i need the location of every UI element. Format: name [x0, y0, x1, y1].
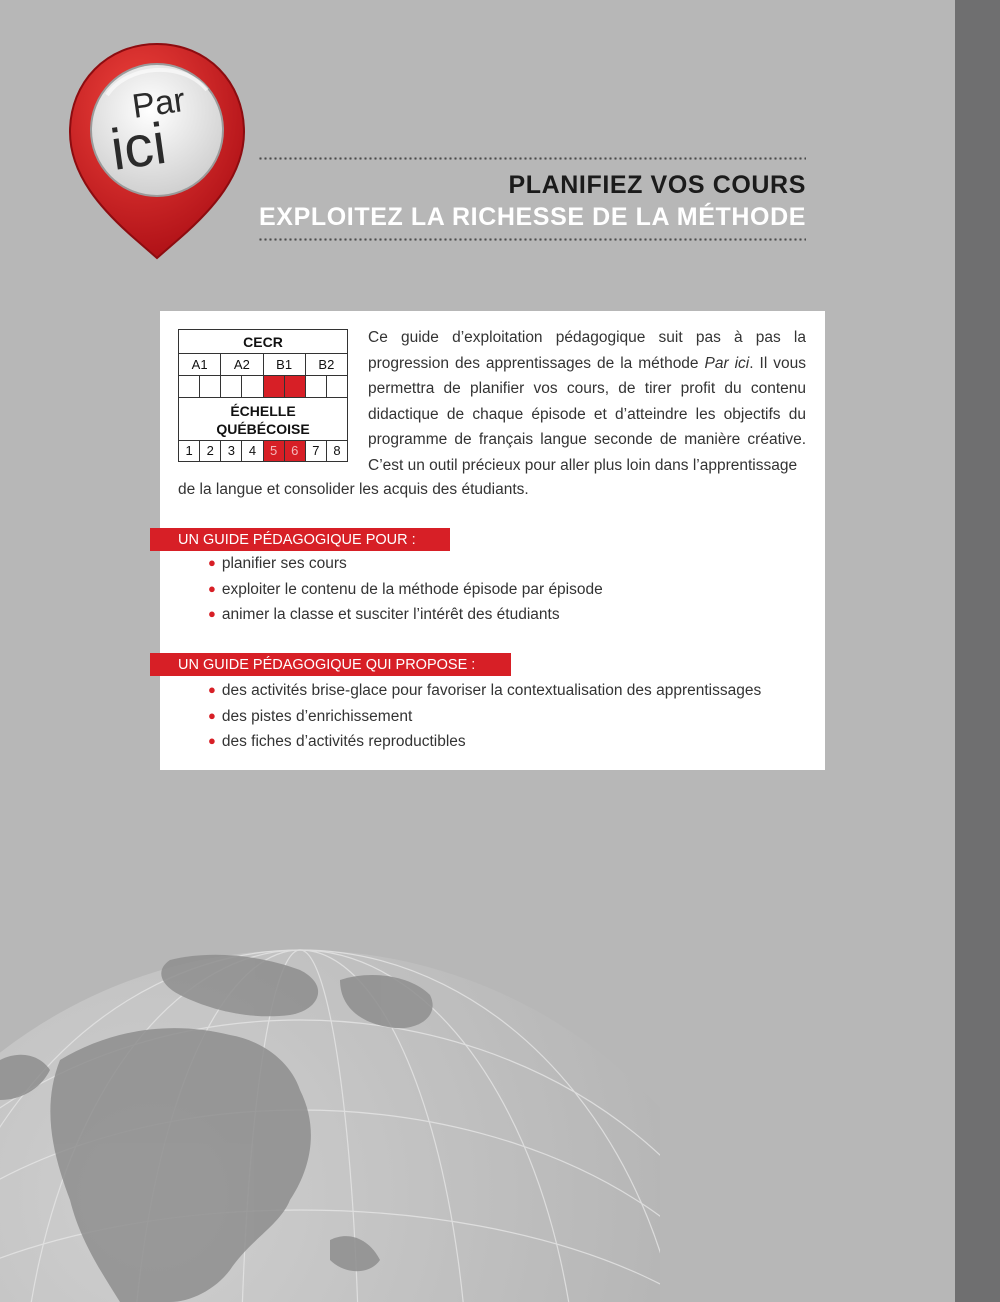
echelle-level: 2 [200, 441, 221, 461]
intro-text-title: Par ici [704, 354, 750, 372]
bullet-icon: ● [208, 733, 216, 748]
cecr-heading: CECR [179, 330, 347, 354]
section-list-pour [208, 551, 603, 628]
echelle-level: 1 [179, 441, 200, 461]
bullet-icon: ● [208, 555, 216, 570]
echelle-level: 7 [306, 441, 327, 461]
cecr-level: A1 [179, 354, 221, 375]
list-item: ● animer la classe et susciter l’intérêt des étudiants [208, 606, 560, 623]
content-card [160, 311, 825, 770]
intro-paragraph [368, 325, 806, 478]
sublevel-cell [327, 376, 347, 397]
intro-text-start: Ce guide d’exploitation pédagogique suit pas à pas la progression des apprentissages de la méthode [368, 329, 806, 372]
echelle-level: 8 [333, 443, 341, 458]
sublevel-cell [200, 376, 221, 397]
sublevel-cell-highlighted [264, 376, 285, 397]
sublevel-cell [221, 376, 242, 397]
cecr-level: B2 [318, 357, 335, 372]
echelle-heading-line2: QUÉBÉCOISE [216, 421, 310, 437]
echelle-levels-row [179, 441, 347, 461]
list-item: ● exploiter le contenu de la méthode épisode par épisode [208, 580, 603, 598]
dotted-rule-top [258, 157, 806, 160]
section-heading-propose: UN GUIDE PÉDAGOGIQUE QUI PROPOSE : [150, 653, 511, 676]
bullet-icon: ● [208, 707, 216, 723]
section-heading-pour: UN GUIDE PÉDAGOGIQUE POUR : [150, 528, 450, 551]
list-item: ● des fiches d’activités reproductibles [208, 733, 466, 750]
par-ici-logo [62, 40, 252, 262]
right-side-band [955, 0, 1000, 1302]
page-title: PLANIFIEZ VOS COURS [508, 171, 806, 199]
list-item: ● des activités brise-glace pour favoriser la contextualisation des apprentissages [208, 682, 762, 699]
echelle-level: 4 [242, 441, 263, 461]
bullet-icon: ● [208, 682, 216, 697]
echelle-level: 3 [221, 441, 242, 461]
echelle-heading-line1: ÉCHELLE [230, 403, 296, 419]
page-subtitle: EXPLOITEZ LA RICHESSE DE LA MÉTHODE [259, 203, 806, 231]
globe-illustration [0, 940, 660, 1302]
level-table [178, 329, 348, 462]
intro-text-end: . Il vous permettra de planifier vos cours, de tirer profit du contenu didactique de chaque épisode et d’atteindre les objectifs du programme de français langue seconde de manière créative. C’est un outil précieux pour aller plus loin dans l’apprentissage [368, 354, 806, 474]
list-item: ● planifier ses cours [208, 555, 347, 572]
cecr-level: A2 [221, 354, 263, 375]
echelle-heading [179, 398, 347, 441]
bullet-icon: ● [208, 606, 216, 621]
intro-paragraph-last-line: de la langue et consolider les acquis des étudiants. [178, 481, 529, 498]
sublevel-cell [179, 376, 200, 397]
logo-text-ici: ici [106, 110, 171, 183]
dotted-rule-bottom [258, 238, 806, 241]
sublevel-cell [242, 376, 263, 397]
section-list-propose [208, 678, 761, 755]
sublevel-cell [306, 376, 327, 397]
bullet-icon: ● [208, 580, 216, 596]
echelle-level-highlighted: 5 [264, 441, 285, 461]
logo-text-par: Par [129, 80, 188, 126]
cecr-level: B1 [264, 354, 306, 375]
sublevel-cell-highlighted [285, 376, 306, 397]
list-item: ● des pistes d’enrichissement [208, 707, 413, 725]
echelle-level-highlighted: 6 [285, 441, 306, 461]
page-header [258, 150, 806, 241]
cecr-sublevel-row [179, 376, 347, 398]
cecr-levels-row [179, 354, 347, 376]
